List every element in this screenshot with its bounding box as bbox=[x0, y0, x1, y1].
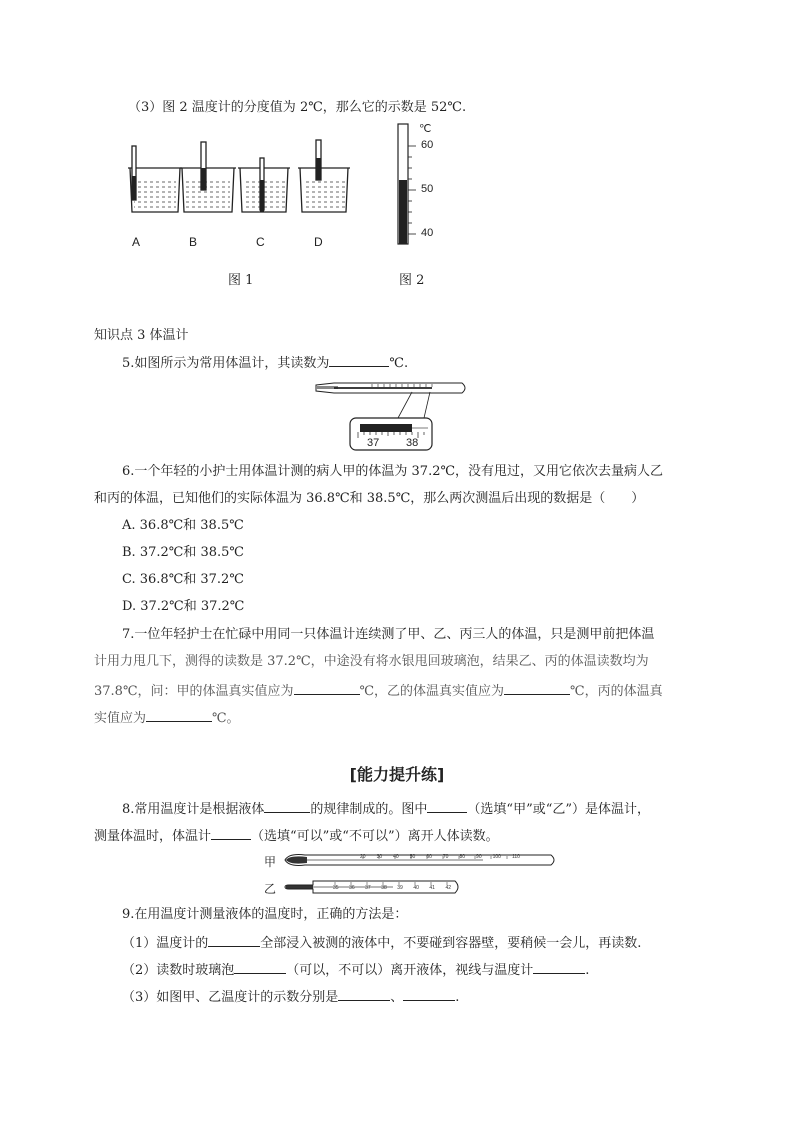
q9-step1 bbox=[122, 933, 641, 953]
q8-label-jia: 甲 bbox=[264, 855, 277, 869]
beaker-c bbox=[238, 158, 290, 212]
q9-step2 bbox=[122, 960, 589, 980]
figure2-unit: ℃ bbox=[419, 123, 432, 135]
jia-tick: 60 bbox=[426, 854, 432, 860]
section-title: [能力提升练] bbox=[349, 765, 445, 784]
beaker-label-c: C bbox=[256, 235, 265, 249]
yi-tick: 42 bbox=[445, 885, 451, 891]
figure1-caption: 图 1 bbox=[228, 273, 254, 288]
jia-tick: 110 bbox=[511, 854, 520, 860]
q9-blank-4[interactable] bbox=[338, 987, 390, 1001]
figure2-thermometer bbox=[394, 122, 444, 247]
q9-title: 9.在用温度计测量液体的温度时，正确的方法是： bbox=[122, 907, 408, 922]
q9-step2-b: （可以，不可以）离开液体，视线与温度计 bbox=[286, 963, 534, 978]
q8-line1 bbox=[122, 799, 650, 819]
beaker-a bbox=[128, 146, 182, 212]
q8-line1-a: 8.常用温度计是根据液体 bbox=[122, 802, 265, 817]
q8-line2 bbox=[94, 826, 499, 846]
q6-option-d[interactable]: D. 37.2℃和 37.2℃ bbox=[122, 599, 245, 614]
q5-text: 5.如图所示为常用体温计，其读数为 bbox=[122, 356, 330, 371]
q7-line4-b: ℃。 bbox=[212, 711, 240, 726]
q8-line2-b: （选填“可以”或“不可以”）离开人体读数。 bbox=[251, 829, 499, 844]
q5-label-37: 37 bbox=[367, 437, 380, 449]
yi-tick: 36 bbox=[349, 885, 355, 891]
jia-tick: 30 bbox=[376, 854, 383, 860]
q7-line3-a: 37.8℃，问：甲的体温真实值应为 bbox=[94, 684, 294, 699]
jia-tick: 40 bbox=[393, 854, 399, 860]
jia-tick: 80 bbox=[459, 854, 466, 860]
q9-step3 bbox=[122, 987, 459, 1007]
q6-option-c[interactable]: C. 36.8℃和 37.2℃ bbox=[122, 572, 244, 587]
q7-line3-c: ℃，丙的体温真 bbox=[570, 684, 663, 699]
beaker-label-a: A bbox=[132, 235, 141, 249]
yi-tick: 37 bbox=[365, 885, 371, 891]
q8-yi-tick-labels bbox=[333, 885, 451, 891]
q9-blank-3[interactable] bbox=[533, 960, 585, 974]
jia-tick: 20 bbox=[360, 854, 366, 860]
q7-line2: 计用力甩几下，测得的读数是 37.2℃，中途没有将水银甩回玻璃泡，结果乙、丙的体温读数均为 bbox=[94, 654, 649, 669]
q6-option-b[interactable]: B. 37.2℃和 38.5℃ bbox=[122, 545, 244, 560]
q8-line2-a: 测量体温时，体温计 bbox=[94, 829, 212, 844]
figure2-tick-60: 60 bbox=[421, 139, 434, 151]
yi-tick: 39 bbox=[397, 885, 403, 891]
yi-tick: 41 bbox=[429, 885, 435, 891]
jia-tick: 50 bbox=[409, 854, 416, 860]
beaker-b bbox=[180, 142, 236, 212]
q9-step3-a: （3）如图甲、乙温度计的示数分别是 bbox=[122, 990, 339, 1005]
q7-line1: 7.一位年轻护士在忙碌中用同一只体温计连续测了甲、乙、丙三人的体温，只是测甲前把体温 bbox=[122, 627, 655, 642]
q8-line1-c: （选填“甲”或“乙”）是体温计， bbox=[467, 802, 651, 817]
beaker-label-b: B bbox=[189, 235, 198, 249]
q7-blank-jia[interactable] bbox=[294, 681, 360, 695]
q5-unit: ℃. bbox=[389, 356, 409, 371]
q8-label-yi: 乙 bbox=[264, 882, 277, 896]
q8-line1-b: 的规律制成的。图中 bbox=[310, 802, 428, 817]
q6-option-a[interactable]: A. 36.8℃和 38.5℃ bbox=[122, 518, 244, 533]
yi-tick: 35 bbox=[333, 885, 339, 891]
q7-line3 bbox=[94, 681, 663, 701]
beaker-label-d: D bbox=[314, 235, 323, 249]
q9-step1-a: （1）温度计的 bbox=[122, 936, 209, 951]
q6-line1: 6.一个年轻的小护士用体温计测的病人甲的体温为 37.2℃，没有甩过，又用它依次去量病人乙 bbox=[122, 464, 664, 479]
q9-step3-c: . bbox=[455, 990, 460, 1005]
q7-line4 bbox=[94, 708, 240, 728]
q9-step2-c: . bbox=[585, 963, 590, 978]
q9-step2-a: （2）读数时玻璃泡 bbox=[122, 963, 235, 978]
q7-blank-yi[interactable] bbox=[504, 681, 570, 695]
q7-blank-bing[interactable] bbox=[146, 708, 212, 722]
q8-blank-3[interactable] bbox=[211, 826, 251, 840]
yi-tick: 38 bbox=[381, 885, 387, 891]
figure2-tick-40: 40 bbox=[421, 227, 434, 239]
q5-clinical-thermometer bbox=[312, 380, 472, 452]
q7-line3-b: ℃，乙的体温真实值应为 bbox=[359, 684, 505, 699]
q8-thermometer-jia bbox=[283, 850, 558, 870]
q8-blank-1[interactable] bbox=[264, 799, 310, 813]
jia-tick: 70 bbox=[442, 854, 449, 860]
q8-blank-2[interactable] bbox=[427, 799, 467, 813]
knowledge-point-3-title: 知识点 3 体温计 bbox=[94, 328, 189, 343]
figure2-tick-50: 50 bbox=[421, 183, 434, 195]
q7-line4-a: 实值应为 bbox=[94, 711, 147, 726]
q9-blank-5[interactable] bbox=[403, 987, 455, 1001]
q6-line2: 和丙的体温，已知他们的实际体温为 36.8℃和 38.5℃，那么两次测温后出现的数据是（ ） bbox=[94, 491, 645, 506]
jia-tick: 100 bbox=[492, 854, 501, 860]
yi-tick: 40 bbox=[413, 885, 419, 891]
q9-blank-2[interactable] bbox=[234, 960, 286, 974]
beaker-d bbox=[298, 140, 350, 212]
q4-part3-text: （3）图 2 温度计的分度值为 2℃，那么它的示数是 52℃. bbox=[128, 100, 467, 115]
question-5 bbox=[122, 353, 408, 373]
figure2-caption: 图 2 bbox=[399, 273, 425, 288]
q9-step3-b: 、 bbox=[390, 990, 404, 1005]
q9-blank-1[interactable] bbox=[208, 933, 260, 947]
jia-tick: 90 bbox=[476, 854, 482, 860]
q9-step1-b: 全部浸入被测的液体中，不要碰到容器壁，要稍候一会儿，再读数. bbox=[260, 936, 642, 951]
q8-jia-tick-labels bbox=[360, 854, 520, 860]
q5-blank[interactable] bbox=[329, 353, 389, 367]
q5-label-38: 38 bbox=[406, 437, 419, 449]
